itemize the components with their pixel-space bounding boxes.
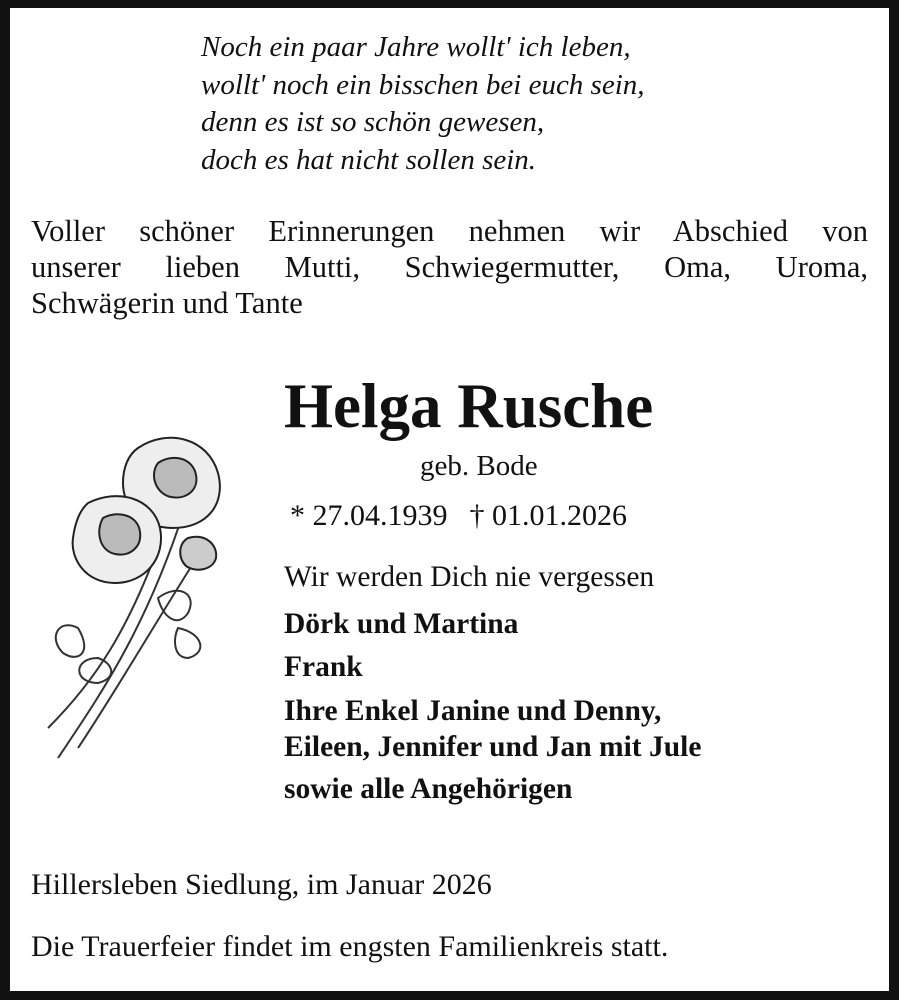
rose-illustration bbox=[38, 428, 228, 768]
poem-line: denn es ist so schön gewesen, bbox=[201, 106, 545, 138]
poem bbox=[201, 29, 645, 179]
poem-line: wollt' noch ein bisschen bei euch sein, bbox=[201, 68, 645, 101]
intro-text bbox=[31, 213, 868, 321]
maiden-name: geb. Bode bbox=[420, 450, 538, 482]
family-line: Ihre Enkel Janine und Denny, bbox=[284, 695, 662, 727]
family-line: Frank bbox=[284, 651, 363, 683]
intro-line: unserer lieben Mutti, Schwiegermutter, Oma, Uroma, bbox=[31, 250, 868, 284]
place-date: Hillersleben Siedlung, im Januar 2026 bbox=[31, 868, 492, 901]
intro-line: Voller schöner Erinnerungen nehmen wir Abschied von bbox=[31, 214, 868, 248]
family-line: Eileen, Jennifer und Jan mit Jule bbox=[284, 731, 702, 763]
poem-line: doch es hat nicht sollen sein. bbox=[201, 143, 537, 176]
funeral-note: Die Trauerfeier findet im engsten Familienkreis statt. bbox=[31, 930, 669, 963]
family-intro: Wir werden Dich nie vergessen bbox=[284, 561, 655, 593]
intro-line: Schwägerin und Tante bbox=[31, 286, 303, 320]
family-line: sowie alle Angehörigen bbox=[284, 773, 573, 805]
deceased-name: Helga Rusche bbox=[284, 371, 654, 441]
death-date: † 01.01.2026 bbox=[469, 499, 627, 532]
dates bbox=[290, 499, 627, 533]
poem-line: Noch ein paar Jahre wollt' ich leben, bbox=[201, 31, 631, 63]
family-line: Dörk und Martina bbox=[284, 608, 519, 640]
birth-date: * 27.04.1939 bbox=[290, 499, 448, 532]
